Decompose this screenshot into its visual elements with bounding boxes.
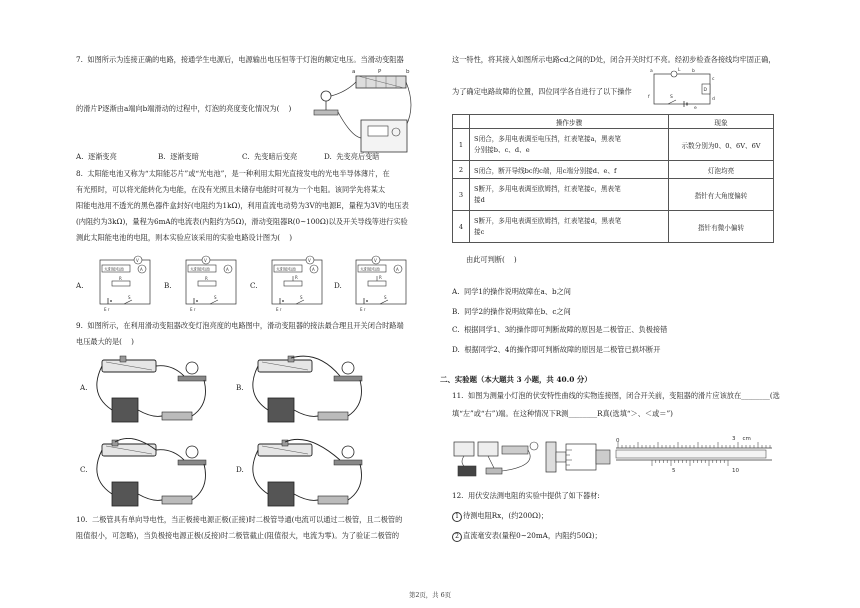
q9-option-a[interactable]: A. xyxy=(80,383,88,392)
q8a-r-label: R xyxy=(119,276,122,281)
row4-step-line1: S断开，多用电表调至欧姆挡，红表笔接d，黑表笔 xyxy=(474,216,622,225)
fig-label-b: b xyxy=(692,69,695,74)
q8a-s-label: S xyxy=(128,295,131,300)
table-row xyxy=(453,129,774,161)
table-header-result: 现象 xyxy=(669,115,774,129)
q7-option-b[interactable]: B. 逐渐变暗 xyxy=(158,152,199,161)
q7-circuit-figure xyxy=(306,66,426,164)
row4-step xyxy=(470,211,669,243)
q8a-v-label: V xyxy=(136,258,139,263)
row4-result: 指针有微小偏转 xyxy=(669,211,774,243)
q8b-e-label: E r xyxy=(190,307,196,312)
fig-label-c: c xyxy=(712,77,715,82)
q8c-v-label: V xyxy=(308,258,311,263)
q12-item-1-text: 待测电阻Rx，(约200Ω)； xyxy=(463,511,549,520)
q8-line5: 测此太阳能电池的电阻，则本实验应该采用的实验电路设计图为( ) xyxy=(76,233,292,242)
q11-vernier-caliper-figure xyxy=(612,428,782,484)
q8b-r-label: R xyxy=(205,276,208,281)
caliper-label-ten: 10 xyxy=(732,468,739,474)
q10-conclusion: 由此可判断( ) xyxy=(466,255,517,264)
row1-result: 示数分别为0、0、6V、6V xyxy=(669,129,774,161)
page-footer: 第2页，共 6页 xyxy=(408,591,452,599)
row3-step-line2: 接d xyxy=(474,195,485,204)
q8d-a-label: A xyxy=(396,267,399,272)
caliper-ticks-top xyxy=(618,442,770,448)
q8b-s-label: S xyxy=(214,295,217,300)
q7-label-a: a xyxy=(352,69,356,75)
q10-operations-table xyxy=(452,114,774,243)
q8-option-a[interactable]: A. xyxy=(76,281,84,290)
fig-label-D: D xyxy=(703,88,707,93)
q8-option-d[interactable]: D. xyxy=(334,281,342,290)
q8b-a-label: A xyxy=(226,267,229,272)
caliper-label-zero: 0 xyxy=(616,438,620,444)
q9-figure-b xyxy=(248,354,368,428)
row3-result: 指针有大角度偏转 xyxy=(669,179,774,211)
q8c-cell-label: 太阳能电池 xyxy=(276,266,296,272)
row1-step-line2: 分别接b、c、d、e xyxy=(474,145,530,154)
fig-label-d: d xyxy=(712,97,715,102)
q9-option-c[interactable]: C. xyxy=(80,465,88,474)
row1-step-line1: S闭合，多用电表调至电压挡，红表笔接a，黑表笔 xyxy=(474,134,621,143)
fig-label-e: e xyxy=(694,106,697,110)
q7-label-b: b xyxy=(406,69,410,75)
q12-item-1 xyxy=(452,510,548,522)
q8c-s-label: S xyxy=(300,295,303,300)
q7-line2: 的滑片P逐渐由a端向b端滑动的过程中，灯泡的亮度变化情况为( ) xyxy=(76,104,292,113)
q10-option-b[interactable]: B. 同学2的操作说明故障在b、c之间 xyxy=(452,307,571,316)
q8-options-row xyxy=(76,254,426,314)
q11-line2: 填“左”或“右”)端。在这种情况下R测________R真(选填“＞、＜或＝”) xyxy=(452,409,673,418)
q12-item-2-text: 直流毫安表(量程0~20mA，内阻约50Ω)； xyxy=(463,531,602,540)
q7-option-c[interactable]: C. 先变暗后变亮 xyxy=(242,152,298,161)
q8-line2: 有光照时，可以将光能转化为电能，在没有光照且未储存电能时可视为一个电阻。该同学先将某太 xyxy=(76,185,386,194)
table-row xyxy=(453,161,774,179)
q10-line2: 阻值很小，可忽略)，当负极接电源正极(反接)时二极管截止(阻值很大，电流为零)。为了验证二极管的 xyxy=(76,531,400,540)
q9-line2: 电压最大的是( ) xyxy=(76,337,134,346)
q10-option-a[interactable]: A. 同学1的操作说明故障在a、b之间 xyxy=(452,287,571,296)
q8d-r-label: R xyxy=(379,275,382,280)
q12-title: 12. 用伏安法测电阻的实验中提供了如下器材: xyxy=(452,491,600,500)
q8a-e-label: E r xyxy=(104,307,110,312)
q8-option-b[interactable]: B. xyxy=(164,281,172,290)
q7-option-a[interactable]: A. 逐渐变亮 xyxy=(76,152,117,161)
table-header-num xyxy=(453,115,470,129)
q8a-a-label: A xyxy=(140,267,143,272)
table-header-row xyxy=(453,115,774,129)
q8d-e-label: E r xyxy=(360,307,366,312)
table-row xyxy=(453,211,774,243)
q11-apparatus-figure xyxy=(452,436,542,480)
q9-figure-c xyxy=(92,438,212,512)
q8-line4: (内阻约为3kΩ)，量程为6mA的电流表(内阻约为5Ω)，滑动变阻器R(0~100Ω)以及开关导线等进行实验 xyxy=(76,217,408,226)
q8-line1: 8. 太阳能电池又称为“太阳能芯片”或“光电池”，是一种利用太阳光直接发电的光电半导体薄片，在 xyxy=(76,169,390,178)
row3-num: 3 xyxy=(453,179,470,211)
q8-circuit-d xyxy=(346,254,412,312)
q8-circuit-a xyxy=(90,254,156,312)
q12-item-1-num: 1 xyxy=(452,512,462,522)
caliper-ticks-bottom xyxy=(652,460,728,466)
row2-step: S闭合，断开导线bc的c端，用c端分别接d、e、f xyxy=(470,161,669,179)
q8b-cell-label: 太阳能电池 xyxy=(190,266,210,272)
q8c-a-label: A xyxy=(312,267,315,272)
q10-continued-line1: 这一特性，将其接入如图所示电路cd之间的D处，闭合开关时灯不亮。经初步检查各接线均牢固正确， xyxy=(452,55,776,64)
q8d-v-label: V xyxy=(374,258,377,263)
q9-figure-d xyxy=(248,438,368,512)
q7-option-d[interactable]: D. 先变亮后变暗 xyxy=(324,152,380,161)
fig-label-f: f xyxy=(648,95,650,100)
row3-step-line1: S断开，多用电表调至欧姆挡，红表笔接c，黑表笔 xyxy=(474,184,621,193)
q12-item-2 xyxy=(452,530,602,542)
fig-label-L: L xyxy=(678,68,681,73)
q7-line1: 7. 如图所示为连接正确的电路，接通学生电源后，电源输出电压恒等于灯泡的额定电压。当滑动变阻器 xyxy=(76,55,404,64)
caliper-label-five: 5 xyxy=(672,468,676,474)
row1-step xyxy=(470,129,669,161)
table-header-step: 操作步骤 xyxy=(470,115,669,129)
q8d-cell-label: 太阳能电池 xyxy=(360,266,380,272)
table-row xyxy=(453,179,774,211)
row1-num: 1 xyxy=(453,129,470,161)
row2-result: 灯泡均亮 xyxy=(669,161,774,179)
caliper-label-unit: 3 cm xyxy=(732,436,751,442)
q8d-s-label: S xyxy=(384,295,387,300)
q8-circuit-b xyxy=(176,254,242,312)
q10-circuit-figure xyxy=(648,66,718,110)
q10-line1: 10. 二极管具有单向导电性，当正极接电源正极(正接)时二极管导通(电流可以通过二极管，且二极管的 xyxy=(76,515,403,524)
q9-option-d[interactable]: D. xyxy=(236,465,244,474)
row3-step xyxy=(470,179,669,211)
q11-line1: 11. 如图为测量小灯泡的伏安特性曲线的实物连接图，闭合开关前，变阻器的滑片应该放在________(选 xyxy=(452,391,780,400)
row4-num: 4 xyxy=(453,211,470,243)
q9-option-b[interactable]: B. xyxy=(236,383,244,392)
q8a-cell-label: 太阳能电池 xyxy=(104,266,124,272)
q8c-r-label: R xyxy=(295,275,298,280)
q8b-v-label: V xyxy=(204,258,207,263)
q8-option-c[interactable]: C. xyxy=(250,281,258,290)
section-heading-experiment: 二、实验题（本大题共 3 小题，共 40.0 分） xyxy=(440,375,592,384)
q8-line3: 阳能电池用不透光的黑色器件盒封好(电阻约为1kΩ)，利用直流电动势为3V的电源E，量程为3V的电压表 xyxy=(76,201,409,210)
q10-option-c[interactable]: C. 根据同学1、3的操作即可判断故障的原因是二极管正、负极接错 xyxy=(452,325,668,334)
row4-step-line2: 接c xyxy=(474,227,485,236)
q10-option-d[interactable]: D. 根据同学2、4的操作即可判断故障的原因是二极管已损坏断开 xyxy=(452,345,661,354)
q9-figure-a xyxy=(92,354,212,428)
row2-num: 2 xyxy=(453,161,470,179)
q8-circuit-c xyxy=(262,254,328,312)
q10-continued-line2: 为了确定电路故障的位置，四位同学各自进行了以下操作 xyxy=(452,87,632,96)
q9-line1: 9. 如图所示，在利用滑动变阻器改变灯泡亮度的电路图中，滑动变阻器的接法最合理且开关闭合时路端 xyxy=(76,321,404,330)
fig-label-a: a xyxy=(650,69,653,74)
q7-options xyxy=(76,152,406,162)
q8c-e-label: E r xyxy=(276,307,282,312)
fig-label-S: S xyxy=(670,95,673,100)
q7-label-p: P xyxy=(378,69,382,75)
q12-item-2-num: 2 xyxy=(452,532,462,542)
